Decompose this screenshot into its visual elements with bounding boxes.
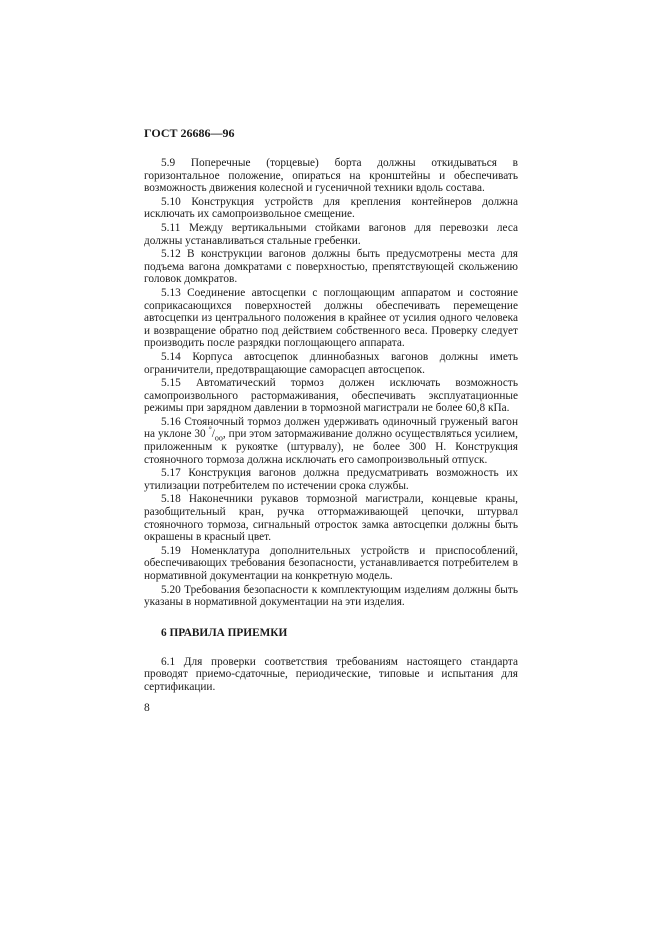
paragraph-5-10: 5.10 Конструкция устройств для крепления контейнеров должна исключать их самопроизвольное смещение. [144, 195, 518, 221]
paragraph-5-16 [144, 416, 518, 466]
paragraph-5-18: 5.18 Наконечники рукавов тормозной магистрали, концевые краны, разобщительный кран, ручка оттормаживающей цепочки, штурвал стояночного тормоза, сигнальный отросток замка автосцепки должны быть окрашены в красный цвет. [144, 493, 518, 544]
page-number: 8 [144, 701, 150, 714]
paragraph-5-15: 5.15 Автоматический тормоз должен исключать возможность самопроизвольного растормаживания, обеспечивать эксплуатационные режимы при зарядном давлении в тормозной магистрали не более 60,8 кПа. [144, 377, 518, 415]
document-page [144, 126, 518, 715]
per-mille-slash: / [211, 428, 215, 441]
paragraph-6-1: 6.1 Для проверки соответствия требованиям настоящего стандарта проводят приемо-сдаточные, периодические, типовые и испытания для сертификации. [144, 655, 518, 693]
section-heading-acceptance-rules: 6 ПРАВИЛА ПРИЕМКИ [161, 626, 288, 639]
paragraph-5-14: 5.14 Корпуса автосцепок длиннобазных вагонов должны иметь ограничители, предотвращающие саморасцеп автосцепок. [144, 350, 518, 376]
paragraph-5-16-text-start: 5.16 Стояночный тормоз должен удерживать одиночный груженый вагон на уклоне 30 [144, 415, 518, 441]
paragraph-5-12: 5.12 В конструкции вагонов должны быть предусмотрены места для подъема вагона домкратами с поверхностью, препятствующей скольжению головок домкратов. [144, 248, 518, 286]
paragraph-5-20: 5.20 Требования безопасности к комплектующим изделиям должны быть указаны в нормативной документации на эти изделия. [144, 583, 518, 609]
degree-sign: ° [208, 425, 212, 435]
paragraph-5-19: 5.19 Номенклатура дополнительных устройств и приспособлений, обеспечивающих требования безопасности, устанавливается потребителем в нормативной документации на конкретную модель. [144, 544, 518, 582]
paragraph-5-11: 5.11 Между вертикальными стойками вагонов для перевозки леса должны устанавливаться стальные гребенки. [144, 221, 518, 247]
paragraph-5-13: 5.13 Соединение автосцепки с поглощающим аппаратом и состояние соприкасающихся поверхностей должны обеспечивать перемещение автосцепки из центрального положения в крайнее от усилия одного человека и возвращение обратно под действием собственного веса. Проверку следует производить после разрядки поглощающего аппарата. [144, 286, 518, 350]
per-mille-subscript: оо [214, 433, 223, 443]
paragraph-5-17: 5.17 Конструкция вагонов должна предусматривать возможность их утилизации потребителем по истечении срока службы. [144, 467, 518, 492]
paragraph-5-9: 5.9 Поперечные (торцевые) борта должны откидываться в горизонтальное положение, опираться на кронштейны и обеспечивать возможность движения колесной и гусеничной техники вдоль состава. [144, 157, 518, 195]
paragraph-5-16-text-end: , при этом затормаживание должно осуществляться усилием, приложенным к рукоятке (штурвалу), не более 300 Н. Конструкция стояночного тормоза должна исключать его самопроизвольный отпуск. [144, 428, 518, 466]
document-code: ГОСТ 26686—96 [144, 126, 235, 140]
